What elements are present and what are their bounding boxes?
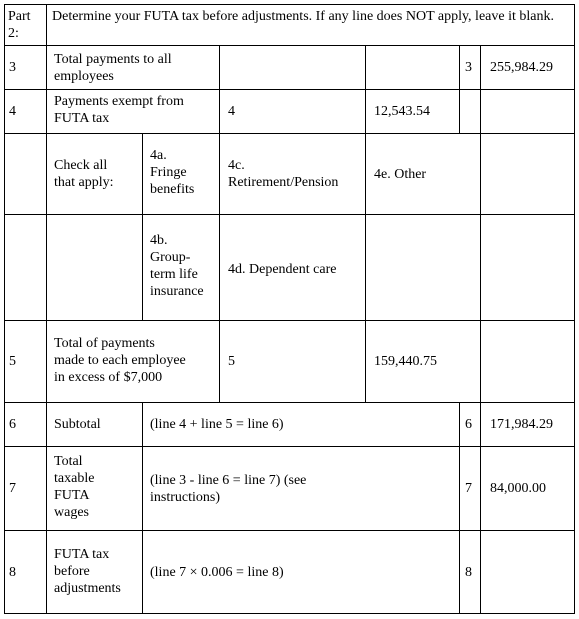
line-8-right-number: 8 (465, 564, 472, 580)
line-8-label: FUTA tax before adjustments (54, 547, 121, 596)
line-6-number: 6 (9, 417, 16, 432)
line-3-right-number: 3 (465, 60, 472, 75)
line-5-label: Total of payments made to each employee in excess of $7,000 (54, 336, 186, 385)
part-heading: Determine your FUTA tax before adjustments. If any line does NOT apply, leave it blank. (52, 9, 554, 24)
option-4e-other[interactable]: 4e. Other (374, 167, 427, 182)
line-3-label: Total payments to all employees (54, 52, 172, 84)
line-5-amount[interactable]: 159,440.75 (374, 354, 437, 369)
line-7-number: 7 (9, 481, 16, 496)
line-4-number: 4 (9, 104, 16, 119)
line-5-number: 5 (9, 354, 16, 369)
line-7-amount[interactable]: 84,000.00 (490, 481, 546, 496)
check-all-label: Check all that apply: (54, 158, 114, 190)
part-label: Part 2: (8, 9, 31, 41)
line-8-amount[interactable] (490, 531, 574, 613)
line-4-amount[interactable]: 12,543.54 (374, 104, 430, 119)
line-6-amount[interactable]: 171,984.29 (490, 417, 553, 432)
line-5-ref: 5 (228, 354, 235, 369)
option-4b-group-term-life-insurance[interactable]: 4b. Group- term life insurance (150, 233, 204, 299)
option-4a-fringe-benefits[interactable]: 4a. Fringe benefits (150, 148, 195, 197)
line-6-right-number: 6 (465, 417, 472, 432)
line-8-formula: (line 7 × 0.006 = line 8) (150, 564, 284, 580)
line-6-label: Subtotal (54, 417, 101, 432)
line-6-formula: (line 4 + line 5 = line 6) (150, 417, 284, 432)
line-4-ref: 4 (228, 104, 235, 119)
line-7-label: Total taxable FUTA wages (54, 454, 95, 520)
line-7-formula: (line 3 - line 6 = line 7) (see instructions) (150, 473, 307, 505)
option-4d-dependent-care[interactable]: 4d. Dependent care (228, 262, 337, 277)
line-7-right-number: 7 (465, 481, 472, 496)
option-4c-retirement-pension[interactable]: 4c. Retirement/Pension (228, 158, 339, 190)
line-8-number: 8 (9, 564, 16, 580)
line-3-number: 3 (9, 60, 16, 75)
line-3-amount[interactable]: 255,984.29 (490, 60, 553, 75)
line-4-label: Payments exempt from FUTA tax (54, 94, 184, 126)
